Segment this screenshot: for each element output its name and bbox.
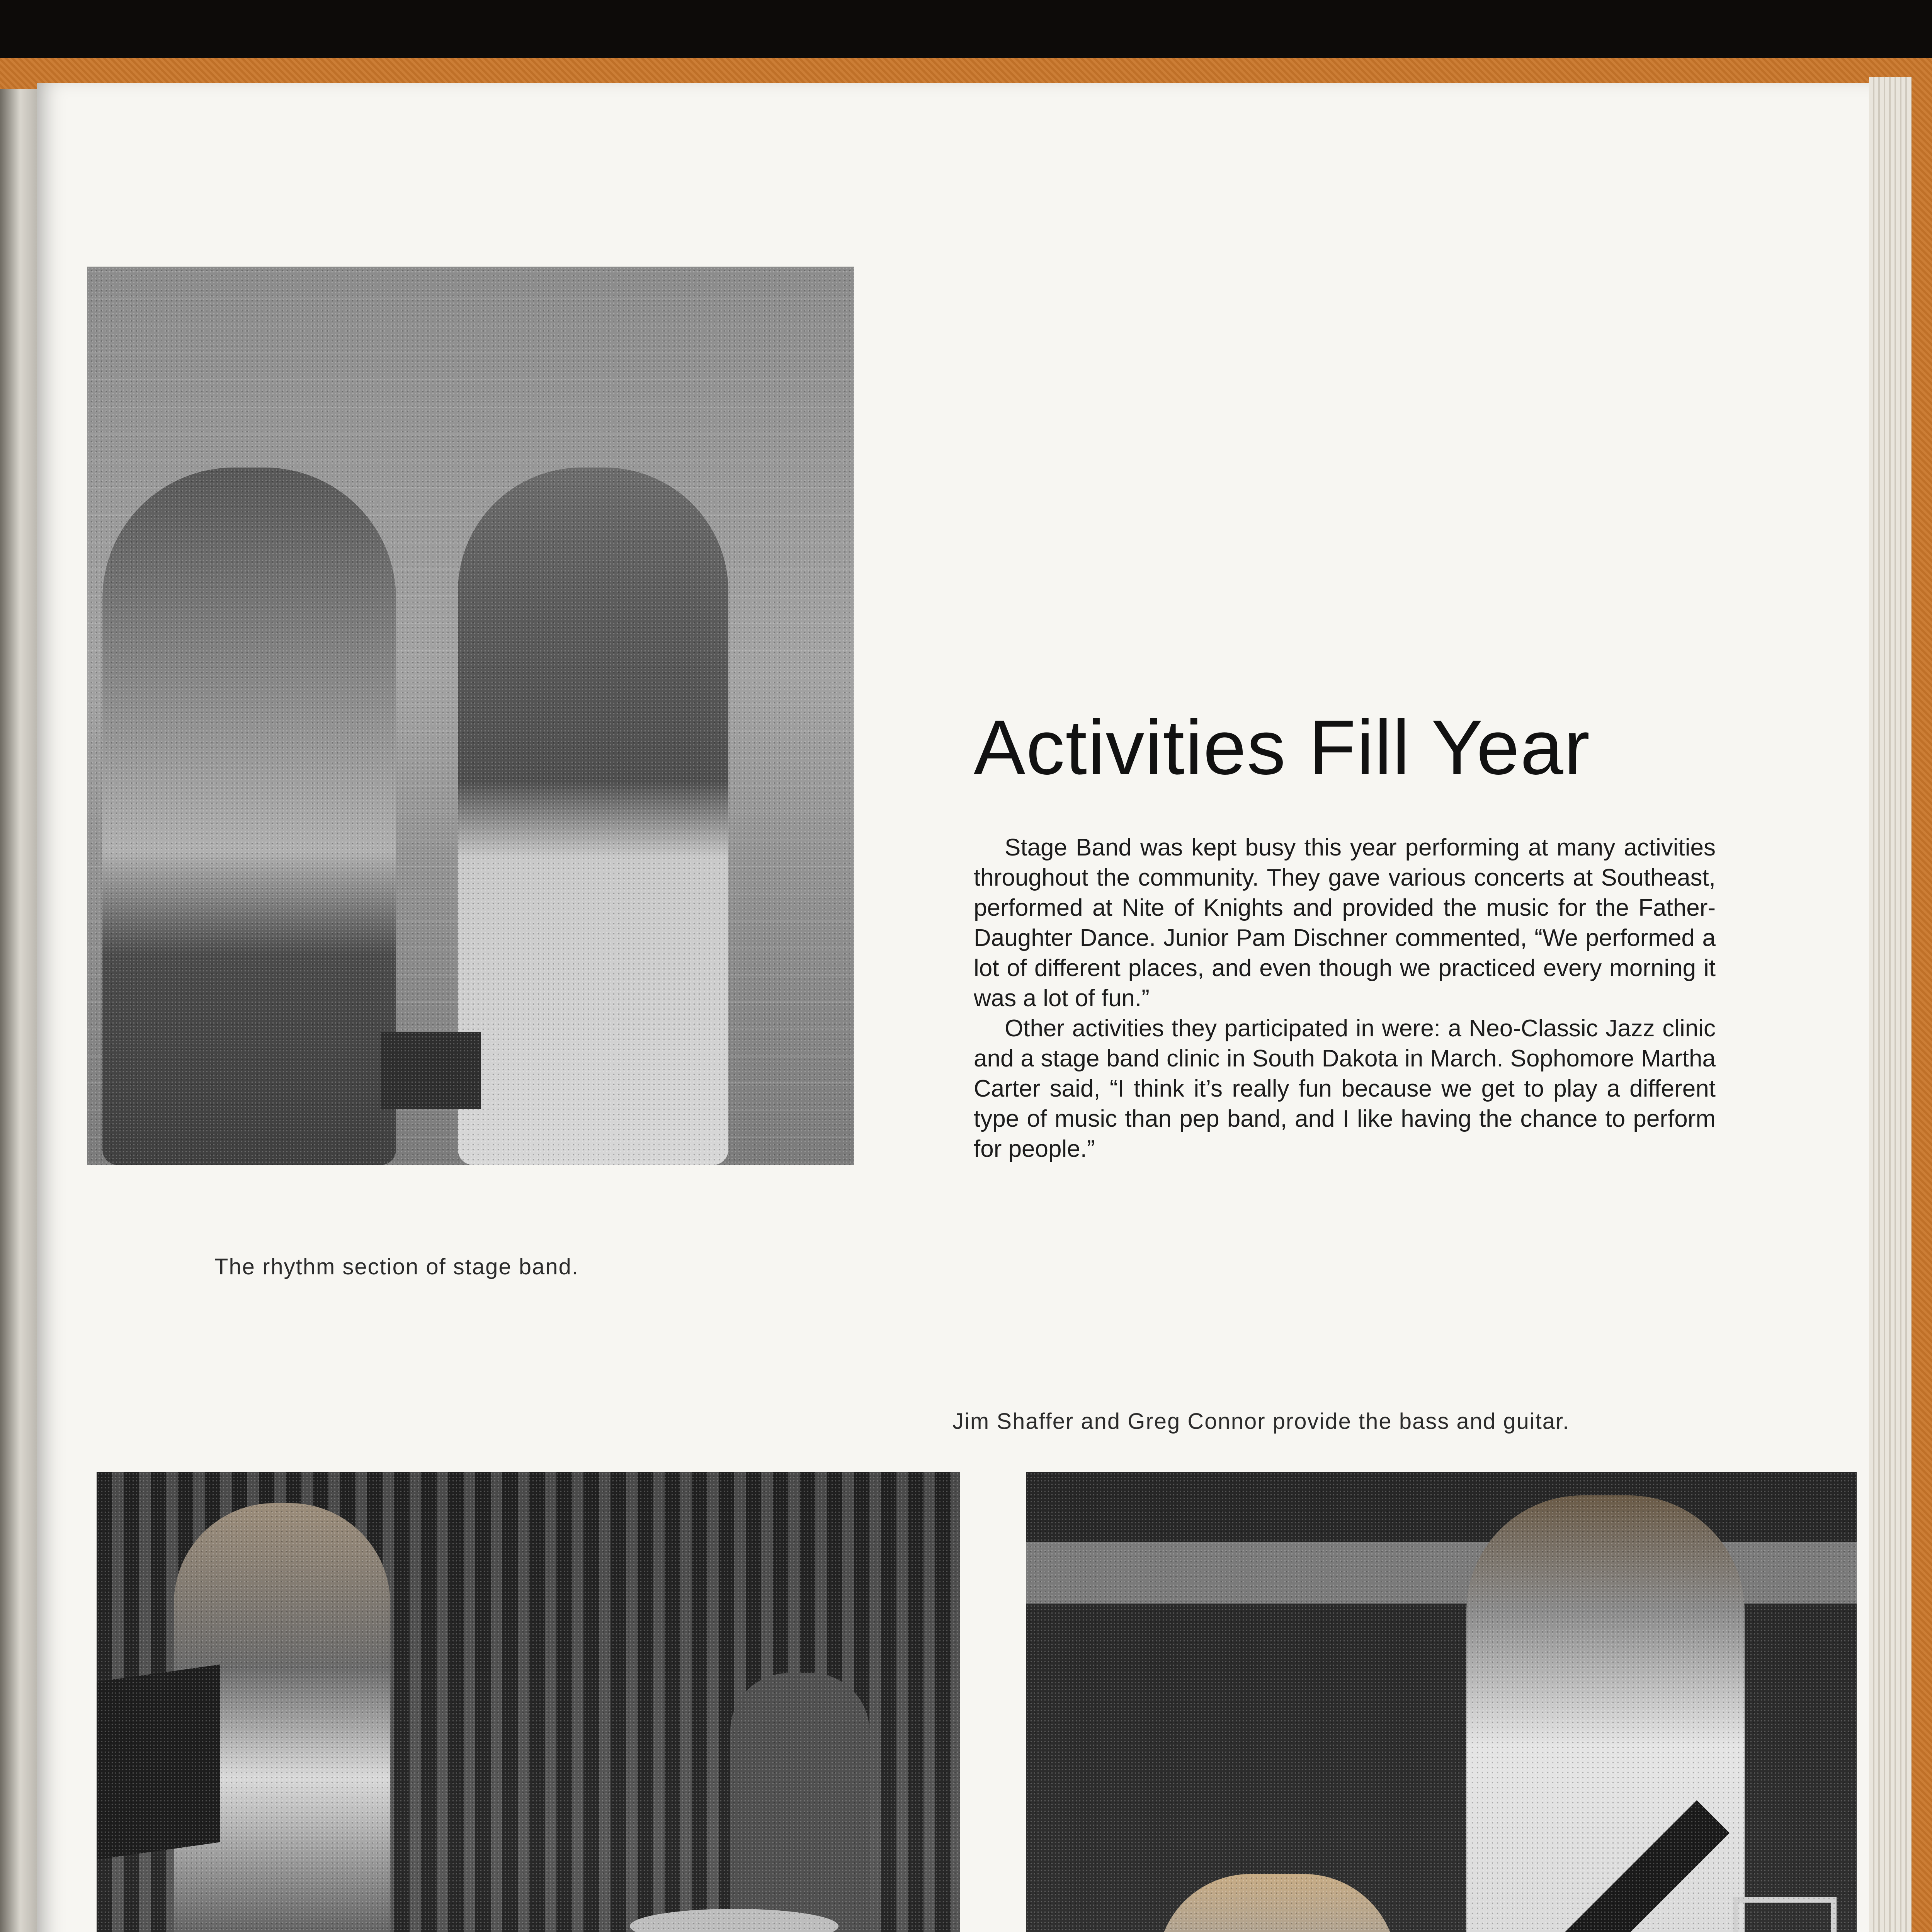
folding-chair (1733, 1897, 1837, 1932)
photo-rhythm-section (87, 267, 854, 1165)
right-page-edges (1869, 77, 1912, 1932)
student-left (102, 468, 396, 1165)
article-text (974, 833, 1716, 1164)
photo-bass-guitar (1026, 1472, 1857, 1932)
caption-bass-guitar: Jim Shaffer and Greg Connor provide the bass and guitar. (952, 1409, 1570, 1434)
student-right (458, 468, 728, 1165)
page-title: Activities Fill Year (974, 704, 1591, 791)
music-stand (97, 1665, 220, 1860)
left-page-edge (0, 89, 37, 1932)
drummer (730, 1673, 869, 1932)
chair-silhouette (381, 1032, 481, 1109)
article-paragraph: Stage Band was kept busy this year performing at many activities throughout the community. They gave various concerts at Southeast, performed at Nite of Knights and provided the music for the Father-Daughter Dance. Junior Pam Dischner commented, “We performed a lot of different places, and even though we practiced every morning it was a lot of fun.” (974, 834, 1716, 1012)
yearbook-page (37, 83, 1869, 1932)
standing-bassist (1466, 1495, 1745, 1932)
photo-stage-band-solos (97, 1472, 960, 1932)
article-paragraph: Other activities they participated in were: a Neo-Classic Jazz clinic and a stage band clinic in South Dakota in March. Sophomore Martha Carter said, “I think it’s really fun because we get to play a different type of music than pep band, and I like having the chance to perform for people.” (974, 1015, 1716, 1162)
caption-rhythm-section: The rhythm section of stage band. (214, 1254, 579, 1279)
seated-guitarist (1157, 1874, 1397, 1932)
